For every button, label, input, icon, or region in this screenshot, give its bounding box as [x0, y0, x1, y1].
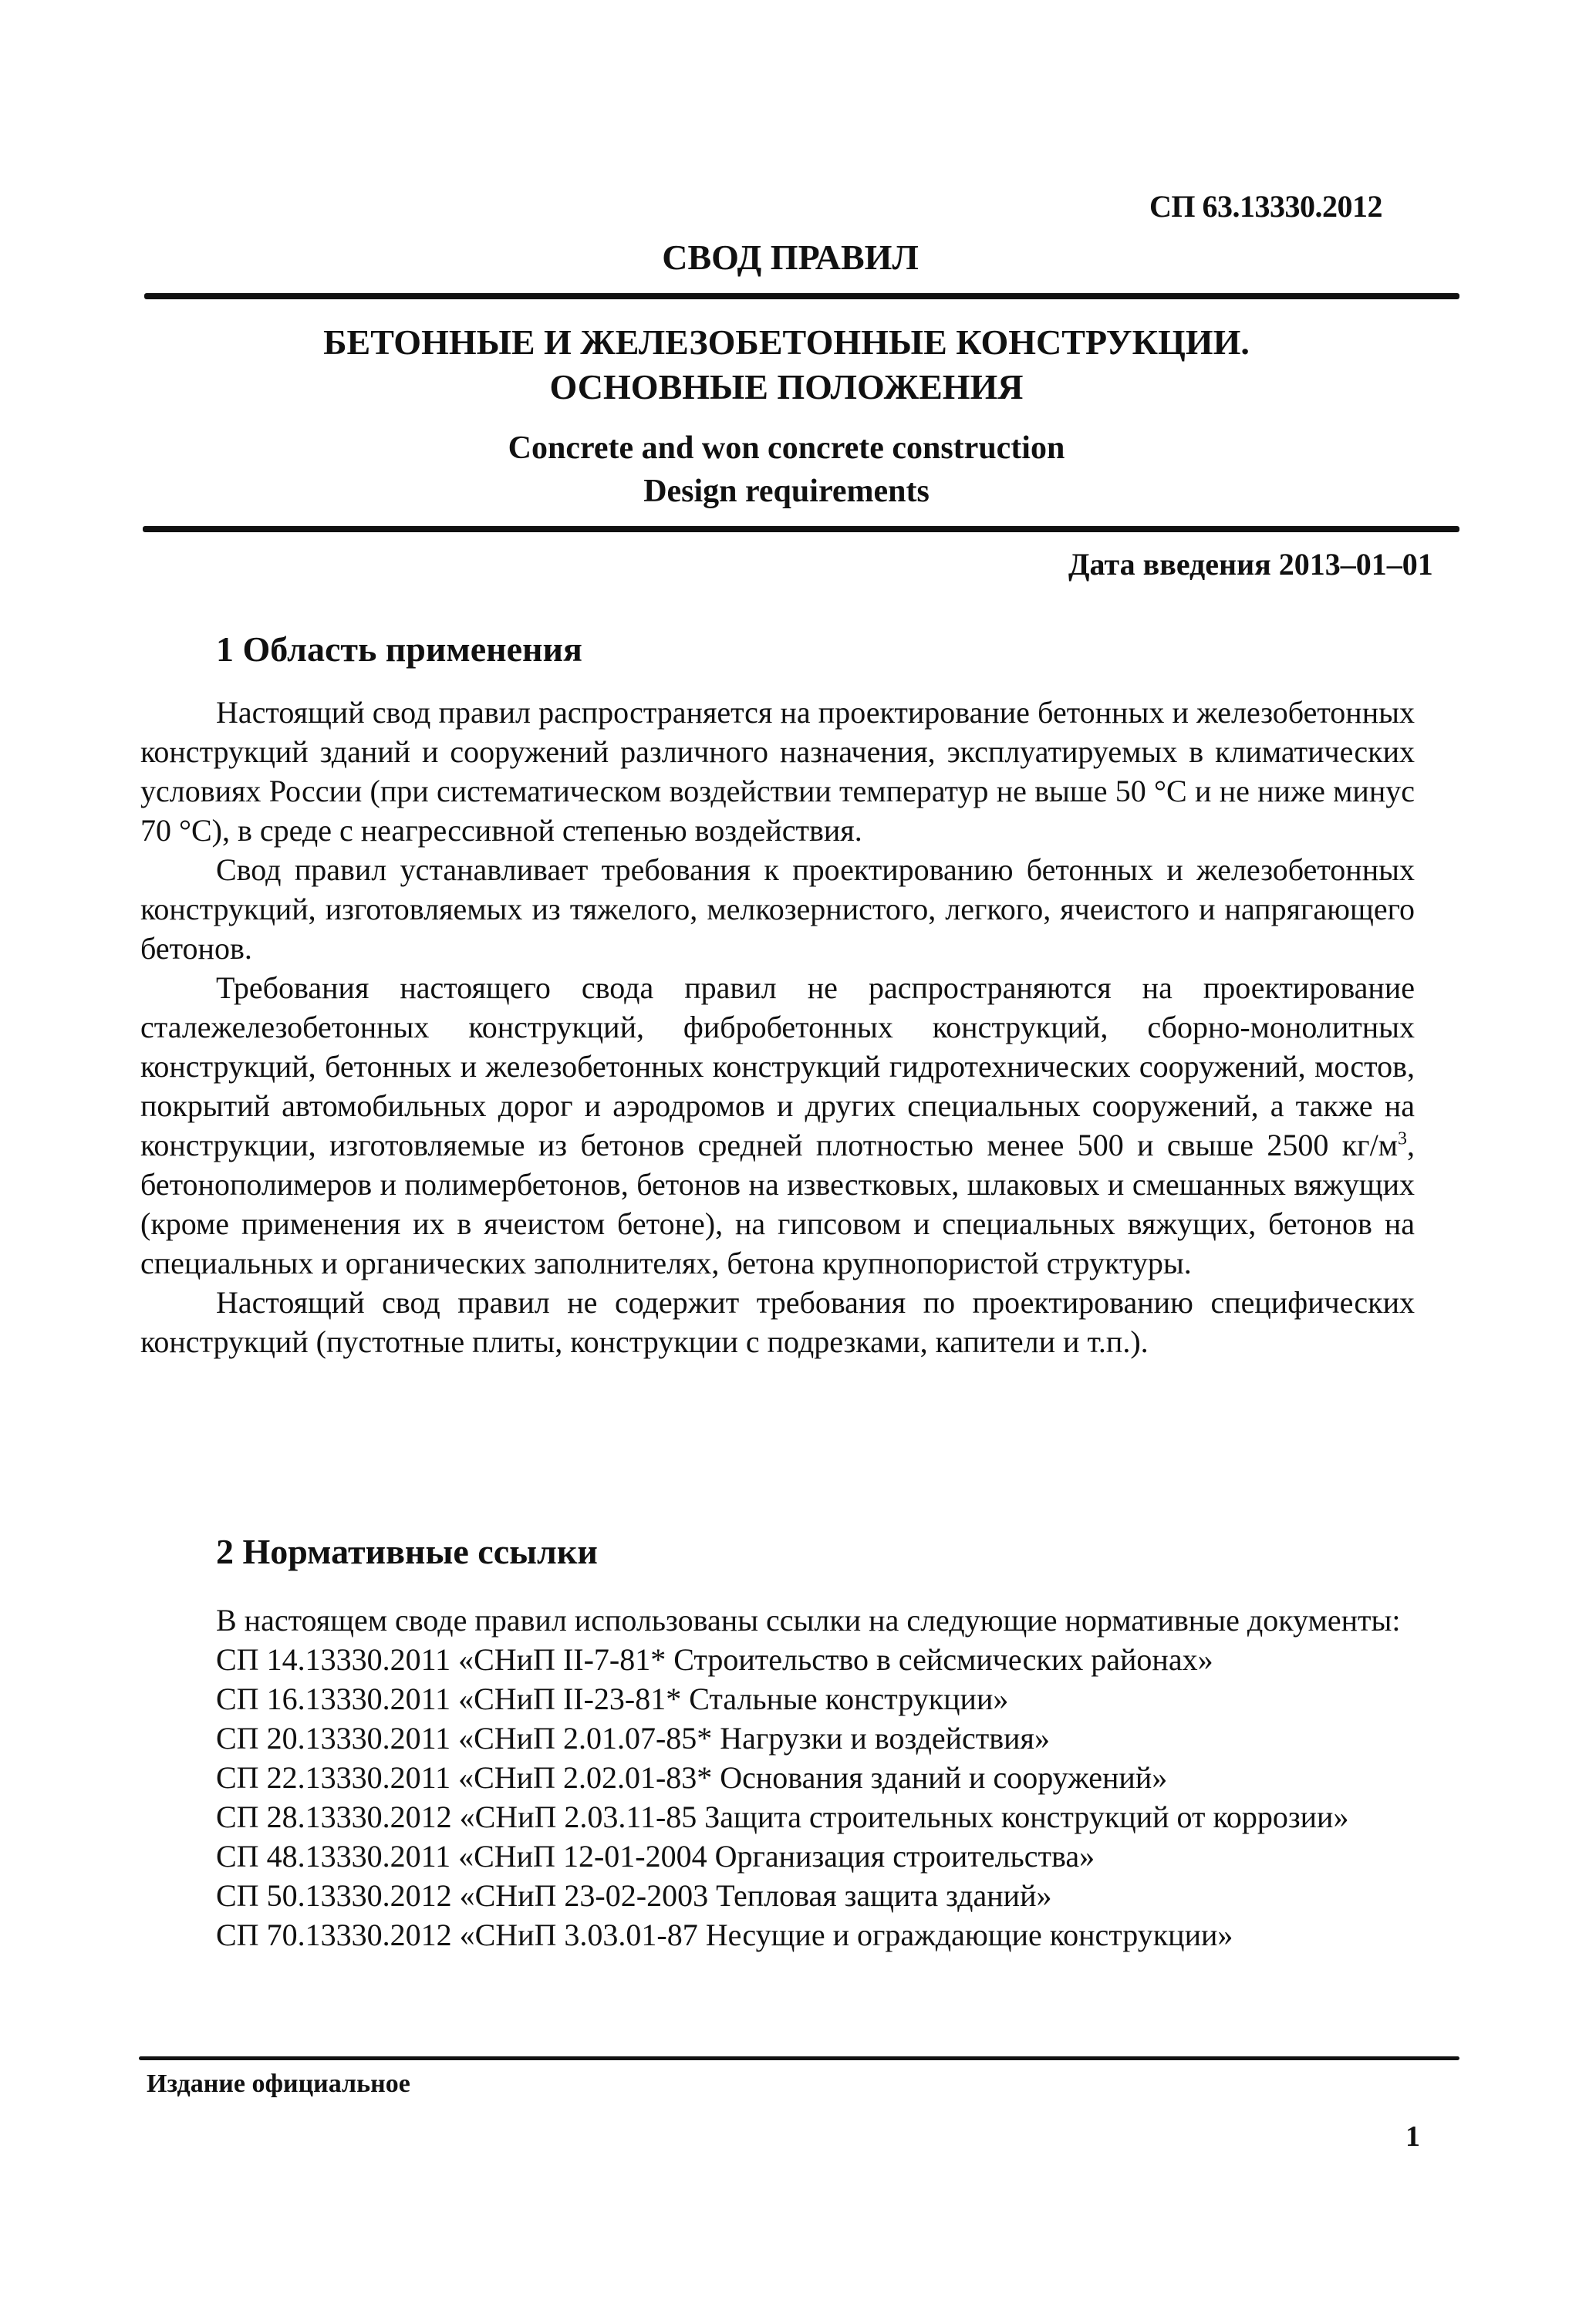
paragraph: Настоящий свод правил распространяется на проектирование бетонных и железобетонных конструкций зданий и сооружений различного назначения, эксплуатируемых в климатических условиях России (при систематическом воздействии температур не выше 50 °С и не ниже минус 70 °С), в среде с неагрессивной степенью воздействия. — [140, 695, 1415, 848]
paragraph — [140, 968, 1415, 1283]
english-title-line-2: Design requirements — [643, 474, 930, 509]
reference-item: СП 48.13330.2011 «СНиП 12-01-2004 Организация строительства» — [216, 1839, 1095, 1874]
reference-item: СП 20.13330.2011 «СНиП 2.01.07-85* Нагрузки и воздействия» — [216, 1721, 1050, 1756]
superscript: 3 — [1398, 1128, 1407, 1149]
references-list — [140, 1601, 1415, 1955]
collection-title: СВОД ПРАВИЛ — [662, 238, 919, 277]
paragraph-text: , бетонополимеров и полимербетонов, бетонов на известковых, шлаковых и смешанных вяжущих (кроме применения их в ячеистом бетоне), на гипсовом и специальных вяжущих, бетонов на специальных и органических заполнителях, бетона крупнопористой структуры. — [140, 1128, 1415, 1280]
page-number: 1 — [1405, 2120, 1420, 2153]
reference-item: СП 50.13330.2012 «СНиП 23-02-2003 Тепловая защита зданий» — [216, 1878, 1052, 1913]
top-divider — [144, 293, 1459, 299]
section-heading-scope: 1 Область применения — [216, 629, 582, 669]
paragraph: Свод правил устанавливает требования к проектированию бетонных и железобетонных конструкций, изготовляемых из тяжелого, мелкозернистого, легкого, ячеистого и напрягающего бетонов. — [140, 852, 1415, 966]
section-heading-references: 2 Нормативные ссылки — [216, 1532, 598, 1571]
references-intro: В настоящем своде правил использованы ссылки на следующие нормативные документы: — [216, 1603, 1401, 1638]
paragraph: Настоящий свод правил не содержит требования по проектированию специфических конструкций (пустотные плиты, конструкции с подрезками, капители и т.п.). — [140, 1285, 1415, 1359]
document-code: СП 63.13330.2012 — [1149, 189, 1382, 224]
introduction-date: Дата введения 2013–01–01 — [1068, 547, 1433, 582]
document-title — [0, 320, 1596, 410]
title-line-2: ОСНОВНЫЕ ПОЛОЖЕНИЯ — [549, 367, 1024, 406]
reference-item: СП 22.13330.2011 «СНиП 2.02.01-83* Основания зданий и сооружений» — [216, 1760, 1168, 1795]
footer-divider — [139, 2056, 1459, 2060]
reference-item: СП 16.13330.2011 «СНиП II-23-81* Стальные конструкции» — [216, 1682, 1009, 1716]
reference-item: СП 28.13330.2012 «СНиП 2.03.11-85 Защита строительных конструкций от коррозии» — [216, 1800, 1349, 1834]
edition-note: Издание официальное — [147, 2069, 410, 2098]
english-title — [0, 427, 1596, 513]
reference-item: СП 14.13330.2011 «СНиП II-7-81* Строительство в сейсмических районах» — [216, 1642, 1213, 1677]
title-line-1: БЕТОННЫЕ И ЖЕЛЕЗОБЕТОННЫЕ КОНСТРУКЦИИ. — [323, 322, 1250, 362]
section-scope-body — [140, 693, 1415, 1361]
title-divider — [143, 526, 1459, 532]
reference-item: СП 70.13330.2012 «СНиП 3.03.01-87 Несущие и ограждающие конструкции» — [216, 1918, 1233, 1952]
paragraph-text: Требования настоящего свода правил не распространяются на проектирование сталежелезобетонных конструкций, фибробетонных конструкций, сборно-монолитных конструкций, бетонных и железобетонных конструкций гидротехнических сооружений, мостов, покрытий автомобильных дорог и аэродромов и других специальных сооружений, а также на конструкции, изготовляемые из бетонов средней плотностью менее 500 и свыше 2500 кг/м — [140, 970, 1415, 1162]
english-title-line-1: Concrete and won concrete construction — [508, 430, 1065, 466]
